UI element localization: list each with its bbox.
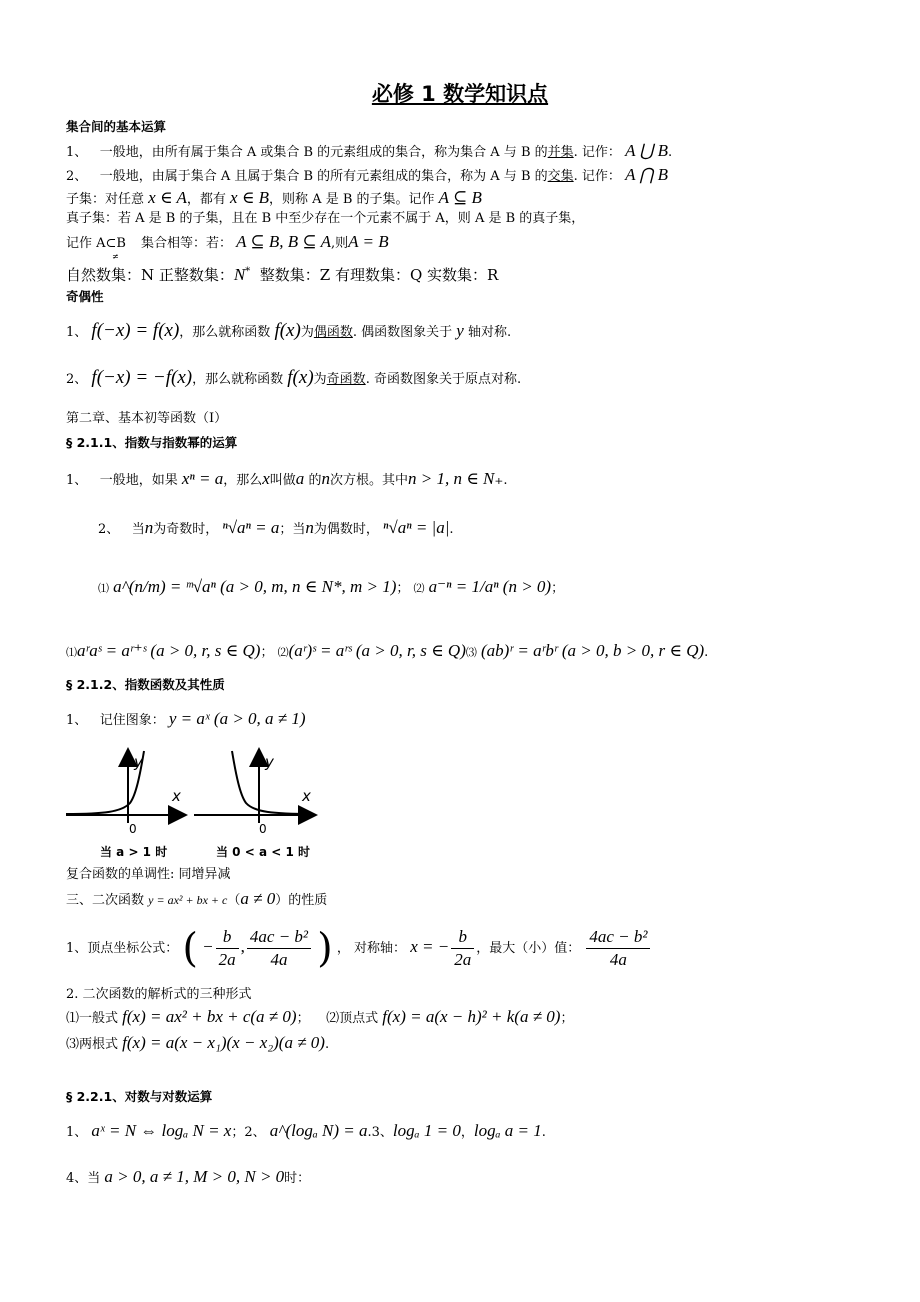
text: ）的性质 — [275, 893, 328, 908]
formula: A ⋃ B — [625, 141, 668, 160]
item-number: ⑴ — [98, 582, 109, 595]
text: ； — [560, 1011, 574, 1026]
text: ,则 — [331, 236, 349, 251]
text: 一般地，由所有属于集合 A 或集合 B 的元素组成的集合，称为集合 A 与 B 的 — [99, 145, 548, 160]
composite-monotonicity: 复合函数的单调性: 同增异减 — [66, 867, 231, 882]
formula: f(x) = a(x − h)² + k(a ≠ 0) — [382, 1007, 561, 1026]
comma: , — [240, 937, 245, 956]
nth-root-property — [98, 519, 454, 539]
text: 三、二次函数 — [66, 893, 145, 908]
quadratic-forms-line-2 — [66, 1034, 329, 1054]
text: ，都有 — [186, 192, 226, 207]
quadratic-forms-line-1 — [66, 1008, 573, 1028]
formula: A ⊆ B, B ⊆ A — [236, 232, 332, 251]
exponential-graphs — [64, 745, 324, 860]
sets-line-1: 1、 一般地，由所有属于集合 A 或集合 B 的元素组成的集合，称为集合 A 与 B 的并集. 记作： A ⋃ B. — [66, 141, 673, 160]
text: . — [541, 1125, 546, 1140]
formula: n — [321, 469, 330, 488]
term-intersection: 交集 — [547, 169, 574, 184]
text: 记作 A⊂B — [66, 236, 126, 251]
formula: n — [305, 518, 314, 537]
formula: aʳaˢ = aʳ⁺ˢ (a > 0, r, s ∈ Q) — [77, 641, 261, 660]
formula: a — [295, 469, 305, 488]
graph-a-between-0-and-1 — [194, 751, 314, 859]
text: 为偶数时， — [313, 522, 379, 537]
nth-root-definition — [66, 470, 507, 490]
text: 4、当 — [66, 1171, 101, 1186]
formula: aˣ = N ⇔ logₐ N = x — [91, 1121, 232, 1140]
text: 整数集：Z 有理数集：Q 实数集：R — [259, 266, 499, 284]
text: . — [704, 645, 709, 660]
text: ，那么 — [223, 473, 263, 488]
text: ；当 — [279, 522, 306, 537]
odd-function-line — [66, 369, 521, 389]
item-number: ⑶ — [465, 646, 477, 659]
formula: n — [144, 518, 154, 537]
text: 的 — [308, 473, 322, 488]
item-number: 1、 — [66, 473, 88, 488]
text: ；2、 — [231, 1125, 266, 1140]
number-sets-line — [66, 263, 498, 284]
formula: (ab)ʳ = aʳbʳ (a > 0, b > 0, r ∈ Q) — [481, 641, 705, 660]
section-heading-2-1-1: § 2.1.1、指数与指数幂的运算 — [66, 435, 238, 450]
formula: f(x) = ax² + bx + c(a ≠ 0) — [122, 1007, 297, 1026]
formula: x = − — [410, 937, 450, 956]
graph-caption: 当 a > 1 时 — [100, 845, 168, 859]
section-heading-2-2-1: § 2.2.1、对数与对数运算 — [66, 1089, 213, 1104]
chapter-heading: 第二章、基本初等函数（Ⅰ） — [66, 411, 228, 426]
text: 记住图象： — [99, 713, 165, 728]
vertex-formula-line — [66, 918, 652, 976]
text: 叫做 — [269, 473, 296, 488]
formula: y = aˣ (a > 0, a ≠ 1) — [168, 709, 306, 728]
formula: xⁿ = a — [181, 469, 224, 488]
item-number: 1、 — [66, 1125, 88, 1140]
text: ，那么就称函数 — [179, 325, 271, 340]
text: 为奇数时， — [153, 522, 219, 537]
text: ， — [460, 1125, 474, 1140]
sets-line-2 — [66, 166, 668, 186]
text: ，那么就称函数 — [192, 372, 284, 387]
fraction-axis: $\frac{b}{2a}$ — [451, 926, 474, 971]
formula: y = ax² + bx + c — [148, 893, 228, 907]
paren-open: ( — [182, 925, 199, 972]
curve — [66, 751, 144, 814]
text: 为 — [300, 325, 314, 340]
text: . — [324, 1037, 330, 1052]
text: ； — [551, 581, 565, 596]
even-function-line — [66, 322, 511, 342]
x-label: x — [172, 787, 181, 805]
text: 一般地，由属于集合 A 且属于集合 B 的所有元素组成的集合，称为 A 与 B 的 — [99, 169, 548, 184]
formula: ⁿ√aⁿ = a — [222, 518, 280, 537]
item-number: 2、 — [98, 522, 120, 537]
exponent-rules-line — [66, 642, 708, 662]
formula: a ≠ 0 — [240, 889, 276, 908]
text: 自然数集：N 正整数集： — [66, 266, 234, 284]
formula: a > 0, a ≠ 1, M > 0, N > 0 — [104, 1167, 285, 1186]
text: . 记作： — [573, 145, 621, 160]
paren-close: ) — [317, 925, 333, 972]
item-number: 2、 — [66, 372, 88, 387]
exp-function-line — [66, 710, 306, 730]
section-heading-parity: 奇偶性 — [66, 289, 104, 304]
y-label: y — [134, 753, 143, 771]
text: ，则称 A 是 B 的子集。记作 — [269, 192, 435, 207]
text: ⑵顶点式 — [326, 1011, 379, 1026]
not-equal-mark: ≠ — [111, 252, 119, 261]
formula: A ⋂ B — [625, 165, 668, 184]
formula: a^(n/m) = ᵐ√aⁿ (a > 0, m, n ∈ N*, m > 1) — [113, 577, 397, 596]
log-definition-line — [66, 1122, 546, 1142]
formula: a^(logₐ N) = a — [269, 1121, 368, 1140]
text: . 记作： — [573, 169, 621, 184]
item-number: 2、 — [66, 169, 88, 184]
text: ， 对称轴： — [336, 941, 407, 956]
page-title: 必修 1 数学知识点 — [371, 82, 549, 106]
text: 集合相等：若： — [140, 236, 232, 251]
text: 时： — [284, 1171, 311, 1186]
text: 次方根。其中 — [329, 473, 408, 488]
x-label: x — [302, 787, 311, 805]
superscript: * — [245, 266, 251, 277]
text: . — [449, 522, 454, 537]
text: 为 — [313, 372, 327, 387]
item-number: ⑵ — [413, 582, 425, 595]
text: 一般地，如果 — [99, 473, 178, 488]
item-number: 1、 — [66, 145, 88, 160]
proper-subset-line: 真子集：若 A 是 B 的子集，且在 B 中至少存在一个元素不属于 A，则 A 是 B 的真子集， — [66, 211, 585, 226]
quadratic-forms-title: 2. 二次函数的解析式的三种形式 — [66, 987, 252, 1002]
text: ，最大（小）值： — [476, 941, 581, 956]
formula: logₐ a = 1 — [473, 1121, 542, 1140]
section-heading-2-1-2: § 2.1.2、指数函数及其性质 — [66, 677, 225, 692]
term-even-function: 偶函数 — [313, 325, 353, 340]
term-union: 并集 — [547, 145, 574, 160]
formula: A = B — [348, 232, 389, 251]
formula: ⁿ√aⁿ = |a| — [383, 518, 450, 537]
formula: f(x) — [274, 320, 301, 341]
fraction-b-2a: $\frac{b}{2a}$ — [216, 926, 239, 971]
formula: f(x) — [287, 367, 314, 388]
formula: n > 1, n ∈ N₊ — [407, 469, 504, 488]
text: 轴对称. — [467, 325, 512, 340]
formula: A ⊆ B — [438, 188, 482, 207]
formula: a⁻ⁿ = 1/aⁿ (n > 0) — [428, 577, 552, 596]
origin-label: 0 — [259, 822, 267, 836]
text: 当 — [131, 522, 145, 537]
formula: f(−x) = −f(x) — [91, 367, 193, 388]
text: 1、顶点坐标公式： — [66, 941, 179, 956]
formula: N — [233, 265, 246, 284]
formula: x — [262, 469, 270, 488]
item-number: ⑴ — [66, 646, 77, 659]
origin-label: 0 — [129, 822, 137, 836]
graph-caption: 当 0 < a < 1 时 — [216, 845, 310, 859]
fractional-exponent-line — [98, 578, 564, 598]
text: （ — [227, 893, 241, 908]
graph-a-greater-than-1 — [66, 751, 184, 859]
formula: − — [202, 937, 214, 956]
text: .3、 — [367, 1125, 393, 1140]
text: ⑴一般式 — [66, 1011, 119, 1026]
item-number: 1、 — [66, 325, 88, 340]
text: . 偶函数图象关于 — [352, 325, 453, 340]
fraction-extremum: $\frac{\text{4ac − b²}}{4a}$ — [586, 926, 650, 971]
quadratic-heading — [66, 890, 327, 910]
formula: f(−x) = f(x) — [91, 320, 180, 341]
log-rules-condition — [66, 1168, 310, 1188]
item-number: ⑵ — [277, 646, 289, 659]
set-equality-line — [66, 232, 389, 261]
text: ； — [296, 1011, 310, 1026]
text: ； — [260, 645, 274, 660]
text: ⑶两根式 — [66, 1037, 119, 1052]
formula: x ∈ B — [230, 188, 270, 207]
text: . 奇函数图象关于原点对称. — [365, 372, 522, 387]
formula: y — [456, 321, 464, 340]
y-label: y — [265, 753, 274, 771]
text: ； — [396, 581, 410, 596]
formula: x ∈ A — [148, 188, 187, 207]
subset-line — [66, 189, 482, 209]
formula: logₐ 1 = 0 — [392, 1121, 461, 1140]
text: . — [503, 473, 508, 488]
formula: f(x) = a(x − x₁)(x − x₂)(a ≠ 0) — [122, 1033, 325, 1052]
item-number: 1、 — [66, 713, 88, 728]
term-odd-function: 奇函数 — [326, 372, 366, 387]
fraction-vertex-y: $\frac{\text{4ac − b²}}{4a}$ — [247, 926, 311, 971]
formula: (aʳ)ˢ = aʳˢ (a > 0, r, s ∈ Q) — [288, 641, 466, 660]
text: 子集：对任意 — [66, 192, 145, 207]
section-heading-sets: 集合间的基本运算 — [66, 119, 167, 134]
